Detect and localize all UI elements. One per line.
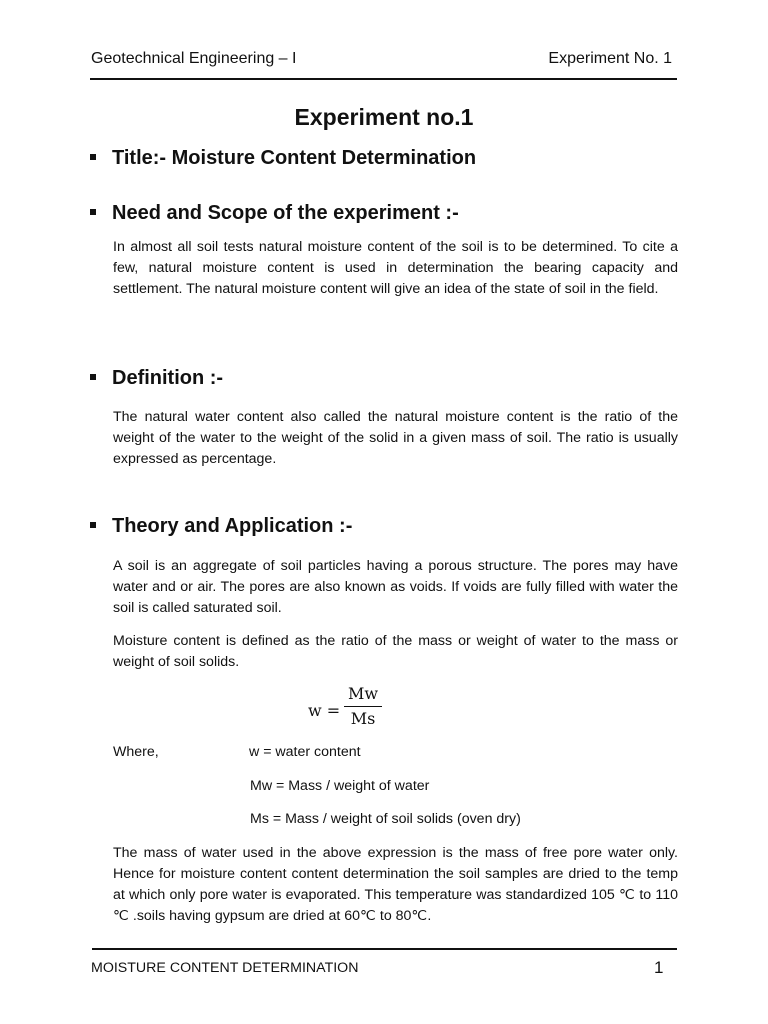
theory-paragraph-3: The mass of water used in the above expression is the mass of free pore water only. Hence for moisture content content determination the soil samples are dried to the temp at which only pore water is evaporated. This temperature was standardized 105 ℃ to 110 ℃ .soils having gypsum are dried at 60℃ to 80℃. (113, 845, 678, 924)
formula-numerator: Mw (347, 684, 379, 703)
header-experiment-number: Experiment No. 1 (548, 50, 672, 67)
page-number: 1 (654, 958, 664, 977)
bullet-square-icon (90, 209, 96, 215)
definition-ms: Ms = Mass / weight of soil solids (oven dry) (250, 811, 521, 827)
bullet-square-icon (90, 522, 96, 528)
where-label: Where, (113, 744, 159, 760)
title-heading (90, 147, 476, 170)
definition-w: w = water content (249, 744, 361, 760)
title-heading-text: Title:- Moisture Content Determination (112, 147, 477, 169)
need-scope-paragraph: In almost all soil tests natural moisture content of the soil is to be determined. To cite a few, natural moisture content is used in determination the bearing capacity and settlement. The natural moisture content will give an idea of the state of soil in the field. (113, 239, 678, 297)
definition-heading (90, 367, 223, 390)
definition-mw: Mw = Mass / weight of water (250, 778, 430, 794)
formula-lhs: w = (308, 701, 341, 720)
bullet-square-icon (90, 374, 96, 380)
definition-paragraph: The natural water content also called the natural moisture content is the ratio of the weight of the water to the weight of the solid in a given mass of soil. The ratio is usually expressed as percentage. (113, 409, 678, 467)
page-title: Experiment no.1 (294, 104, 474, 130)
definition-heading-text: Definition :- (112, 367, 224, 389)
footer-divider (92, 948, 677, 950)
page-header (91, 50, 672, 76)
theory-heading (90, 515, 352, 538)
need-scope-heading-text: Need and Scope of the experiment :- (112, 202, 459, 224)
footer-section-title: MOISTURE CONTENT DETERMINATION (91, 960, 359, 976)
need-scope-heading (90, 202, 459, 225)
theory-heading-text: Theory and Application :- (112, 515, 353, 537)
formula-fraction (344, 684, 382, 729)
bullet-square-icon (90, 154, 96, 160)
formula-denominator: Ms (350, 709, 376, 728)
theory-paragraph-1: A soil is an aggregate of soil particles having a porous structure. The pores may have water and or air. The pores are also known as voids. If voids are fully filled with water the soil is called saturated soil. (113, 558, 678, 616)
theory-paragraph-2: Moisture content is defined as the ratio of the mass or weight of water to the mass or weight of soil solids. (113, 633, 678, 670)
header-divider (90, 78, 677, 80)
header-course-title: Geotechnical Engineering – I (91, 50, 297, 67)
